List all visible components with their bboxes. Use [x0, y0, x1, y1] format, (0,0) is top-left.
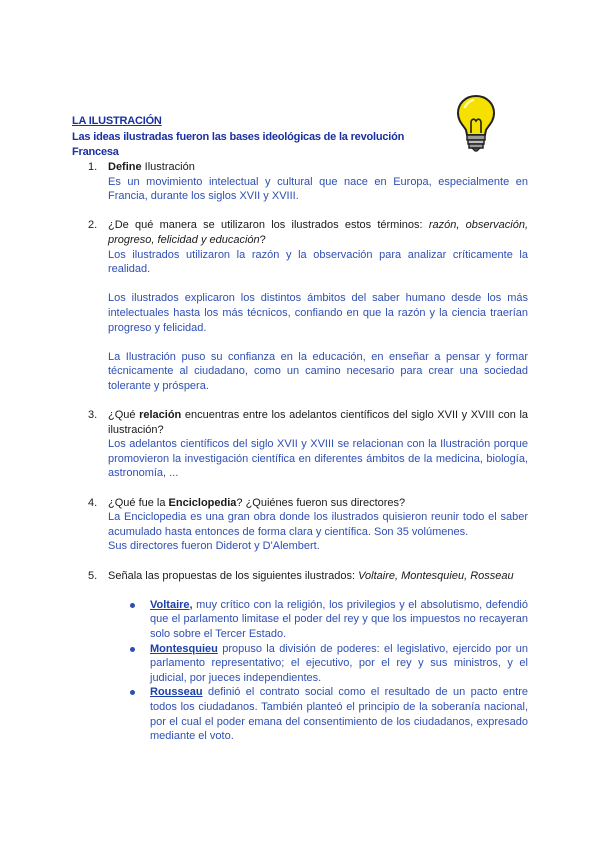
philosopher-text: definió el contrato social como el resultado de un pacto entre todos los ciudadanos. También planteó el principio de la soberanía nacional, por el cual el poder emana del consentimiento de los ciudadanos, expresado mediante el voto. [150, 686, 528, 743]
lightbulb-icon [454, 93, 498, 153]
list-item-voltaire [128, 598, 528, 642]
answer-text: La Enciclopedia es una gran obra donde los ilustrados quisieron reunir todo el saber acumulado hasta entonces de forma clara y científica. Son 35 volúmenes. Sus directores fueron Diderot y D'Alembert. [108, 511, 528, 553]
question-number: 5. [88, 569, 98, 582]
question-text: ¿De qué manera se utilizaron los ilustrados estos términos: razón, observación, progreso, felicidad y educación? [108, 219, 529, 246]
question-3 [88, 408, 528, 481]
question-text: ¿Qué relación encuentras entre los adelantos científicos del siglo XVII y XVIII con la ilustración? [108, 409, 529, 436]
question-text: Define Ilustración [108, 161, 195, 173]
question-number: 1. [88, 161, 98, 173]
list-item-rousseau [128, 685, 528, 743]
bullet-icon [130, 647, 135, 652]
page-subtitle: Las ideas ilustradas fueron las bases ideológicas de la revolución Francesa [72, 131, 405, 158]
question-number: 4. [88, 496, 98, 509]
question-5 [88, 569, 528, 744]
answer-text: Los adelantos científicos del siglo XVII y XVIII se relacionan con la Ilustración porque promovieron la investigación científica en diferentes ámbitos de la medicina, biología, astronomía, ... [108, 438, 528, 480]
philosopher-name: Voltaire, [150, 598, 193, 611]
philosopher-list [128, 598, 528, 744]
question-2 [88, 218, 528, 393]
spacer [88, 204, 528, 219]
question-number: 2. [88, 219, 98, 232]
question-text: Señala las propuestas de los siguientes ilustrados: Voltaire, Montesquieu, Rosseau [108, 569, 514, 582]
philosopher-name: Rousseau [150, 686, 203, 699]
spacer [88, 481, 528, 496]
question-1 [88, 160, 528, 204]
question-list [88, 160, 528, 744]
spacer [88, 554, 528, 569]
bullet-icon [130, 603, 135, 608]
page-title: LA ILUSTRACIÓN [72, 115, 162, 127]
spacer [88, 394, 528, 409]
philosopher-text: propuso la división de poderes: el legislativo, ejercido por un parlamento representativo; el ejecutivo, por el rey y sus ministros, y el judicial, por jueces independientes. [150, 642, 528, 684]
question-number: 3. [88, 409, 98, 422]
answer-text: Los ilustrados utilizaron la razón y la observación para analizar críticamente la realidad. Los ilustrados explicaron los distintos ámbitos del saber humano desde los más intelectuales hasta los más técnicos, confiando en que la razón y la ciencia traerían progreso y felicidad. La Ilustración puso su confianza en la educación, en enseñar a pensar y formar técnicamente al ciudadano, como un camino necesario para crear una sociedad tolerante y próspera. [108, 248, 528, 392]
philosopher-text: muy crítico con la religión, los privilegios y el absolutismo, defendió que el parlamento limitase el poder del rey y que los impuestos no recayeran solo sobre el Tercer Estado. [150, 598, 528, 640]
question-text: ¿Qué fue la Enciclopedia? ¿Quiénes fueron sus directores? [108, 496, 406, 509]
answer-text: Es un movimiento intelectual y cultural que nace en Europa, especialmente en Francia, durante los siglos XVII y XVIII. [108, 175, 528, 203]
question-4 [88, 496, 528, 554]
philosopher-name: Montesquieu [150, 642, 218, 655]
list-item-montesquieu [128, 642, 528, 686]
bullet-icon [130, 690, 135, 695]
